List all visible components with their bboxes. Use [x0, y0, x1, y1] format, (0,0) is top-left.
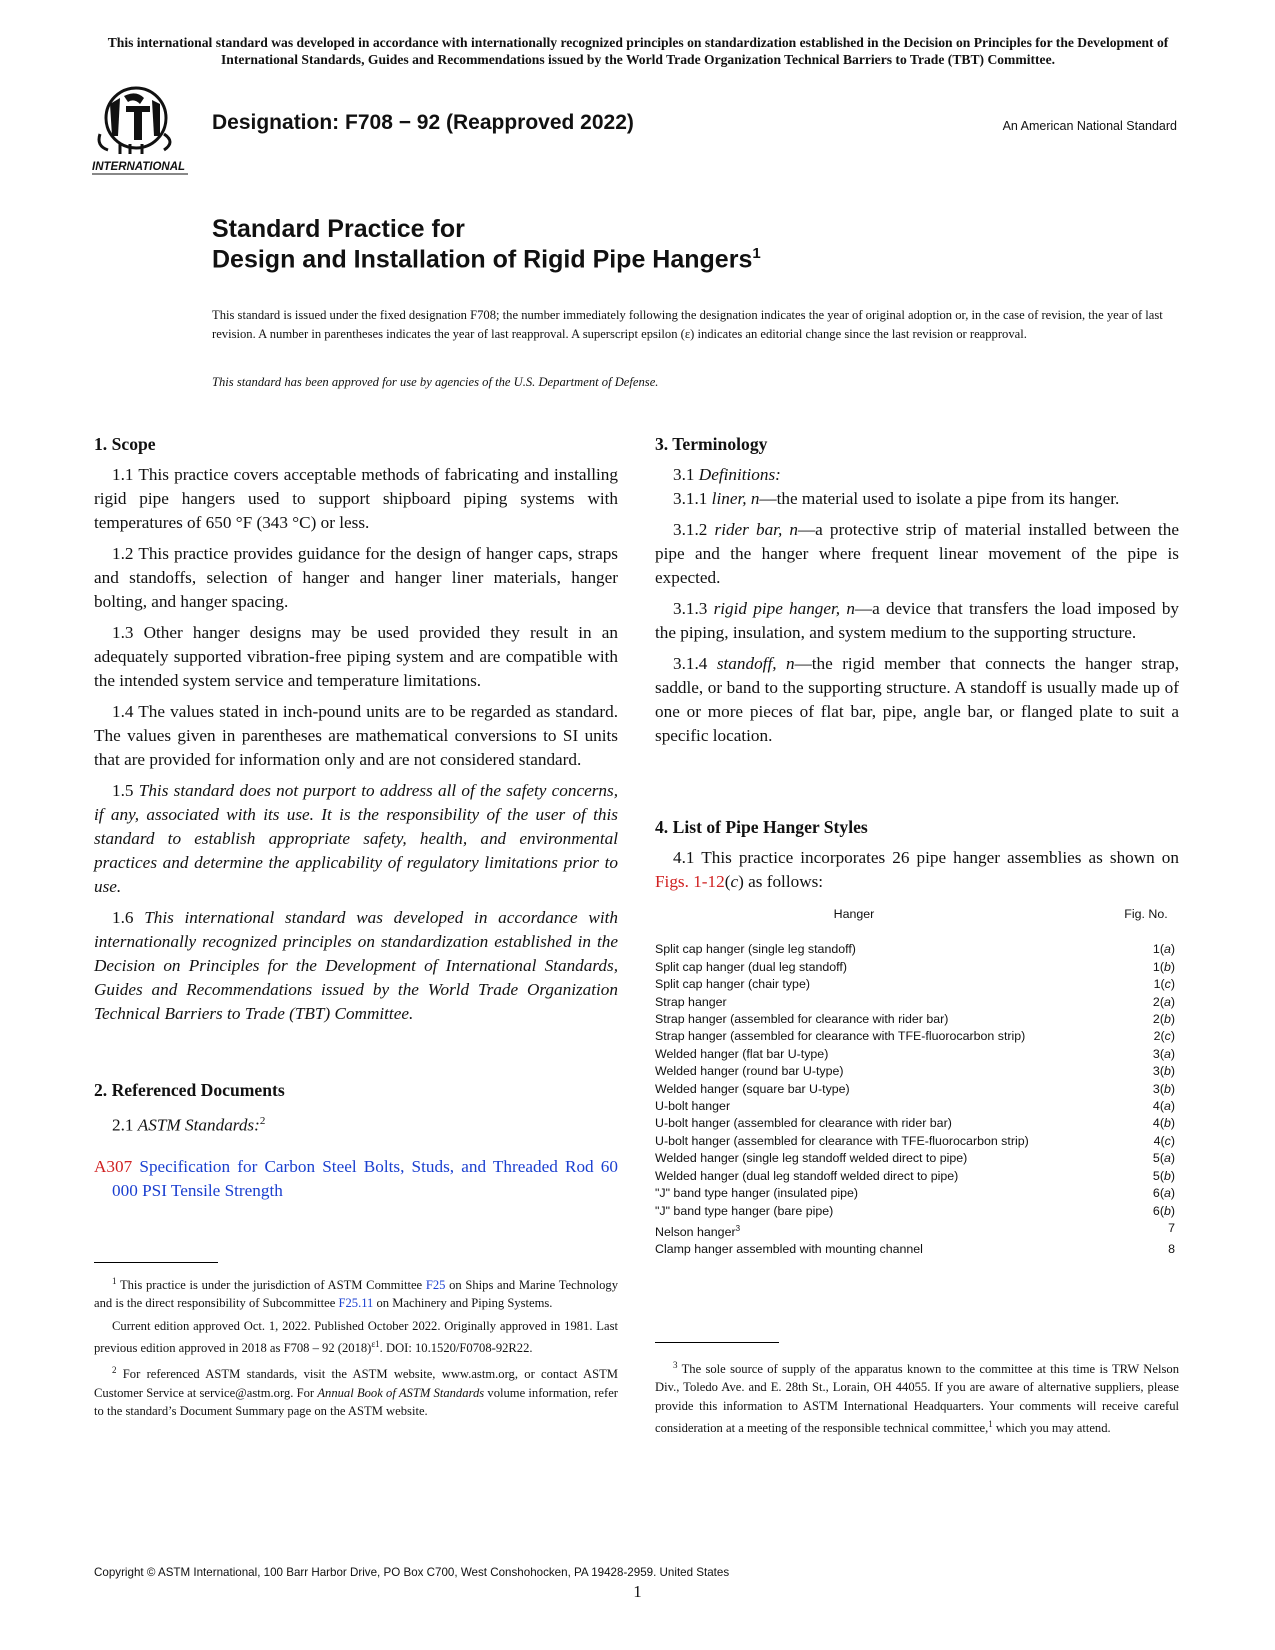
footnote-text: This practice is under the jurisdiction of ASTM Committee [116, 1278, 426, 1293]
fig-letter: a [1163, 1151, 1171, 1166]
hanger-cell [655, 1241, 1067, 1258]
fig-letter: b [1163, 959, 1171, 974]
hanger-cell [655, 1220, 1067, 1242]
hanger-name: Strap hanger [655, 994, 727, 1009]
table-row [655, 1028, 1179, 1045]
fig-number: ) [1170, 1186, 1175, 1201]
figs-link[interactable]: Figs. 1-12 [655, 872, 725, 891]
dod-note: This standard has been approved for use by agencies of the U.S. Department of Defense. [212, 375, 659, 389]
fig-cell [1109, 976, 1179, 993]
logo-wordmark: INTERNATIONAL [92, 161, 186, 173]
top-notice: This international standard was developed in accordance with internationally recognized principles on standardization established in the Decision on Principles for the Development of International Standards, Guides and Recommendations issued by the World Trade Organization Technical Barriers to Trade (TBT) Committee. [107, 35, 1169, 67]
hanger-cell [655, 1203, 1067, 1220]
footnote-text: on Ships and Marine Technology and is the direct responsibility of Subcommittee [94, 1278, 618, 1311]
fig-number: 1( [1152, 959, 1164, 974]
table-row [655, 1063, 1179, 1080]
table-row [655, 1081, 1179, 1098]
terminology-heading: 3. Terminology [655, 434, 768, 454]
hanger-table [655, 906, 1179, 1259]
fig-number: ) [1170, 1099, 1175, 1114]
fig-number: 3( [1152, 1046, 1164, 1061]
right-column [655, 432, 1179, 755]
table-row [655, 1168, 1179, 1185]
page-number: 1 [633, 1582, 642, 1601]
hanger-cell [655, 976, 1067, 993]
hanger-name: "J" band type hanger (insulated pipe) [655, 1186, 859, 1201]
table-row [655, 1220, 1179, 1242]
definition-num: 3.1.3 [673, 599, 708, 618]
footnote-divider [94, 1262, 218, 1263]
designation: Designation: F708 − 92 (Reapproved 2022) [212, 111, 634, 134]
hanger-cell [655, 941, 1067, 958]
fig-number: ) [1170, 977, 1175, 992]
american-national-standard: An American National Standard [1002, 119, 1177, 133]
footnote-text: The sole source of supply of the apparatus known to the committee at this time is TRW Nelson Div., Toledo Ave. and E. 28th St., Lorain, OH 44055. If you are aware of alternative suppliers, please provide this information to ASTM International Headquarters. Your comments will receive careful consideration at a meeting of the responsible technical committee, [655, 1362, 1179, 1435]
fig-letter: b [1163, 1081, 1171, 1096]
subcommittee-f25-11-link[interactable]: F25.11 [338, 1296, 374, 1311]
scope-heading: 1. Scope [94, 434, 156, 454]
title-text: Design and Installation of Rigid Pipe Hangers [212, 245, 753, 274]
table-row [655, 994, 1179, 1011]
fig-number: 3( [1152, 1081, 1164, 1096]
fig-number: ) [1170, 1046, 1175, 1061]
fig-cell [1109, 1203, 1179, 1220]
footnote-ref: 1 [988, 1418, 993, 1429]
para-1-2: 1.2 This practice provides guidance for the design of hanger caps, straps and standoffs, selection of hanger and hanger liner materials, hanger bolting, and hanger spacing. [94, 544, 618, 611]
para-2-1-sup: 2 [259, 1115, 266, 1127]
column-header-hanger: Hanger [833, 907, 875, 921]
fig-cell [1109, 1098, 1179, 1115]
title-footnote-mark: 1 [752, 245, 761, 262]
table-row [655, 1098, 1179, 1115]
para-1-6-num: 1.6 [112, 908, 134, 927]
table-row [655, 1115, 1179, 1132]
footnote-edition [94, 1317, 618, 1358]
fig-number: 1( [1152, 942, 1164, 957]
para-1-5 [94, 779, 618, 899]
para-1-5-text: This standard does not purport to address all of the safety concerns, if any, associated with its use. It is the responsibility of the user of this standard to establish appropriate safety, health, and environmental practices and determine the applicability of regulatory limitations prior to use. [94, 781, 619, 896]
fig-cell [1109, 1081, 1179, 1098]
table-row [655, 1150, 1179, 1167]
para-1-5-num: 1.5 [112, 781, 134, 800]
fig-letter: a [1163, 1186, 1171, 1201]
left-footnotes [94, 1272, 618, 1424]
fig-letter: b [1163, 1203, 1171, 1218]
table-row [655, 959, 1179, 976]
footnote-text: which you may attend. [992, 1420, 1111, 1435]
fig-cell [1109, 1220, 1179, 1242]
fig-number: 2( [1152, 994, 1164, 1009]
fig-number: 8 [1168, 1242, 1175, 1257]
fig-letter: c [1164, 977, 1171, 992]
fig-cell [1109, 1133, 1179, 1150]
table-row [655, 941, 1179, 958]
hanger-name: U-bolt hanger [655, 1099, 731, 1114]
fig-letter: b [1163, 1012, 1171, 1027]
hanger-cell [655, 1063, 1067, 1080]
footnote-1 [94, 1272, 618, 1313]
fig-letter: a [1163, 942, 1171, 957]
definition-rigid-pipe-hanger [655, 597, 1179, 645]
fig-number: ) [1170, 1081, 1175, 1096]
hanger-name: Split cap hanger (single leg standoff) [655, 942, 856, 957]
fig-letter: c [1164, 1133, 1171, 1148]
fig-cell [1109, 1115, 1179, 1132]
para-2-1-num: 2.1 [112, 1115, 134, 1135]
title-line-1: Standard Practice for [212, 215, 465, 243]
fig-cell [1109, 1028, 1179, 1045]
para-4-1-paren: ( [724, 872, 731, 891]
fig-cell [1109, 1241, 1179, 1258]
hanger-cell [655, 1098, 1067, 1115]
hanger-name: Welded hanger (flat bar U-type) [655, 1046, 829, 1061]
fig-cell [1109, 1011, 1179, 1028]
reference-code-link[interactable]: A307 [94, 1156, 133, 1176]
table-row [655, 1011, 1179, 1028]
referenced-documents-section [94, 1078, 618, 1220]
fig-number: 7 [1168, 1220, 1175, 1235]
fig-number: 5( [1152, 1151, 1164, 1166]
fig-number: ) [1170, 942, 1175, 957]
fig-number: 4( [1153, 1133, 1165, 1148]
table-row [655, 1185, 1179, 1202]
hanger-name: U-bolt hanger (assembled for clearance with rider bar) [655, 1116, 952, 1131]
para-4-1-text: 4.1 This practice incorporates 26 pipe hanger assemblies as shown on [673, 848, 1179, 867]
para-3-1-num: 3.1 [673, 465, 695, 484]
fig-cell [1109, 941, 1179, 958]
definition-text: —a protective strip of material installed between the pipe and the hanger where frequent linear movement of the pipe is expected. [655, 520, 1179, 587]
para-2-1-label: ASTM Standards: [137, 1115, 260, 1135]
fig-number: ) [1170, 1064, 1175, 1079]
hanger-cell [655, 1028, 1067, 1045]
para-2-1 [94, 1109, 618, 1138]
hanger-name: Clamp hanger assembled with mounting channel [655, 1242, 923, 1257]
hanger-cell [655, 959, 1067, 976]
hanger-name: U-bolt hanger (assembled for clearance with TFE-fluorocarbon strip) [655, 1133, 1029, 1148]
title-line-2 [212, 245, 761, 274]
footnote-italic: Annual Book of ASTM Standards [317, 1385, 485, 1400]
para-3-1-label: Definitions: [698, 465, 781, 484]
definition-text: —a device that transfers the load imposed by the piping, insulation, and system medium to the supporting structure. [655, 599, 1180, 642]
fig-number: ) [1170, 1133, 1175, 1148]
definition-term: rider bar, n [714, 520, 798, 539]
fig-number: ) [1170, 1168, 1175, 1183]
footnote-text: volume information, refer to the standard’s Document Summary page on the ASTM website. [94, 1385, 618, 1418]
para-4-1-tail: ) as follows: [738, 872, 824, 891]
hanger-name: "J" band type hanger (bare pipe) [655, 1203, 834, 1218]
fig-cell [1109, 1150, 1179, 1167]
astm-logo [90, 84, 202, 180]
table-row [655, 1241, 1179, 1258]
para-1-6 [94, 906, 618, 1026]
table-row [655, 1046, 1179, 1063]
issued-note: This standard is issued under the fixed designation F708; the number immediately following the designation indicates the year of original adoption or, in the case of revision, the year of last revision. A number in parentheses indicates the year of last reapproval. A superscript epsilon (ε) indicates an editorial change since the last revision or reapproval. [212, 308, 1163, 341]
hanger-name: Welded hanger (round bar U-type) [655, 1064, 844, 1079]
footnote-mark: 3 [673, 1360, 678, 1370]
hanger-name: Strap hanger (assembled for clearance with rider bar) [655, 1012, 949, 1027]
copyright: Copyright © ASTM International, 100 Barr Harbor Drive, PO Box C700, West Conshohocken, PA 19428-2959. United States [94, 1566, 730, 1579]
para-1-3: 1.3 Other hanger designs may be used provided they result in an adequately supported vibration-free piping system and are compatible with the intended system service and temperature limitations. [94, 623, 618, 690]
hanger-name: Welded hanger (single leg standoff welded direct to pipe) [655, 1151, 968, 1166]
hanger-name: Welded hanger (square bar U-type) [655, 1081, 850, 1096]
hanger-cell [655, 1168, 1067, 1185]
left-column [94, 432, 618, 1033]
definition-num: 3.1.4 [673, 654, 708, 673]
fig-number: 4( [1152, 1099, 1164, 1114]
fig-cell [1109, 1046, 1179, 1063]
fig-letter: b [1163, 1064, 1171, 1079]
hanger-styles-section [655, 815, 1179, 901]
fig-letter: a [1163, 1046, 1171, 1061]
footnote-mark: 2 [112, 1365, 117, 1376]
footnote-text: . DOI: 10.1520/F0708-92R22. [379, 1340, 533, 1355]
hanger-name: Strap hanger (assembled for clearance with TFE-fluorocarbon strip) [655, 1029, 1026, 1044]
hanger-cell [655, 994, 1067, 1011]
fig-cell [1109, 1185, 1179, 1202]
hanger-name: Nelson hanger [655, 1225, 736, 1240]
fig-number: 4( [1152, 1116, 1164, 1131]
fig-number: ) [1170, 994, 1175, 1009]
hanger-cell [655, 1185, 1067, 1202]
hanger-styles-heading: 4. List of Pipe Hanger Styles [655, 817, 868, 837]
fig-number: ) [1170, 1151, 1175, 1166]
column-header-fig-no: Fig. No. [1124, 907, 1168, 921]
footnote-3 [655, 1356, 1179, 1437]
definition-term: rigid pipe hanger, n [713, 599, 855, 618]
reference-a307[interactable] [94, 1155, 618, 1203]
table-row [655, 976, 1179, 993]
hanger-cell [655, 1011, 1067, 1028]
definition-term: standoff, n [716, 654, 795, 673]
para-4-1-letter: c [730, 872, 739, 891]
fig-cell [1109, 959, 1179, 976]
fig-number: ) [1170, 1116, 1175, 1131]
definition-text: —the material used to isolate a pipe from its hanger. [759, 489, 1120, 508]
definition-text: —the rigid member that connects the hanger strap, saddle, or band to the supporting structure. A standoff is usually made up of one or more pieces of flat bar, pipe, angle bar, or flanged plate to suit a specific location. [655, 654, 1180, 745]
fig-number: 2( [1152, 1012, 1164, 1027]
fig-letter: b [1163, 1116, 1171, 1131]
fig-number: 5( [1152, 1168, 1164, 1183]
para-1-1: 1.1 This practice covers acceptable methods of fabricating and installing rigid pipe hangers used to support shipboard piping systems with temperatures of 650 °F (343 °C) or less. [94, 465, 618, 532]
table-row [655, 1133, 1179, 1150]
footnote-text: on Machinery and Piping Systems. [373, 1296, 553, 1311]
hanger-footnote-ref: 3 [735, 1223, 741, 1233]
fig-number: ) [1170, 1012, 1175, 1027]
para-1-6-text: This international standard was developed in accordance with internationally recognized principles on standardization established in the Decision on Principles for the Development of International Standards, Guides and Recommendations issued by the World Trade Organization Technical Barriers to Trade (TBT) Committee. [94, 908, 618, 1023]
para-1-4: 1.4 The values stated in inch-pound units are to be regarded as standard. The values given in parentheses are mathematical conversions to SI units that are provided for information only and are not considered standard. [94, 702, 618, 769]
fig-number: 3( [1152, 1064, 1164, 1079]
fig-number: 6( [1152, 1203, 1164, 1218]
committee-f25-link[interactable]: F25 [425, 1278, 446, 1293]
right-footnotes [655, 1356, 1179, 1441]
reference-title-link[interactable]: Specification for Carbon Steel Bolts, Studs, and Threaded Rod 60 000 PSI Tensile Strength [112, 1156, 618, 1200]
fig-number: ) [1170, 959, 1175, 974]
fig-number: 6( [1152, 1186, 1164, 1201]
table-row [655, 1203, 1179, 1220]
fig-cell [1109, 1063, 1179, 1080]
footnote-2 [94, 1361, 618, 1420]
para-4-1 [655, 846, 1179, 894]
table-body [655, 941, 1179, 1258]
hanger-name: Split cap hanger (chair type) [655, 977, 810, 992]
definition-rider-bar [655, 518, 1179, 590]
definition-liner [655, 487, 1179, 511]
footnote-text: Current edition approved Oct. 1, 2022. Published October 2022. Originally approved in 1981. Last previous edition approved in 2018 as F708 – 92 (2018) [94, 1318, 618, 1355]
referenced-documents-heading: 2. Referenced Documents [94, 1080, 285, 1100]
fig-cell [1109, 994, 1179, 1011]
footnote-epsilon: ε1 [371, 1338, 380, 1349]
fig-letter: c [1164, 1029, 1171, 1044]
hanger-name: Split cap hanger (dual leg standoff) [655, 959, 847, 974]
definition-num: 3.1.1 [673, 489, 708, 508]
hanger-cell [655, 1133, 1067, 1150]
hanger-cell [655, 1115, 1067, 1132]
fig-letter: a [1163, 1099, 1171, 1114]
definition-term: liner, n [711, 489, 760, 508]
fig-number: 2( [1153, 1029, 1165, 1044]
fig-number: ) [1170, 1029, 1175, 1044]
fig-cell [1109, 1168, 1179, 1185]
hanger-cell [655, 1150, 1067, 1167]
hanger-cell [655, 1081, 1067, 1098]
footnote-text: For referenced ASTM standards, visit the ASTM website, www.astm.org, or contact ASTM Customer Service at service@astm.org. For [94, 1367, 618, 1400]
fig-letter: a [1163, 994, 1171, 1009]
table-header [655, 906, 1179, 923]
fig-number: ) [1170, 1203, 1175, 1218]
hanger-cell [655, 1046, 1067, 1063]
footnote-mark: 1 [112, 1276, 117, 1286]
para-3-1 [655, 463, 1179, 487]
definition-standoff [655, 652, 1179, 748]
fig-number: 1( [1153, 977, 1165, 992]
footnote-divider [655, 1342, 779, 1343]
definition-num: 3.1.2 [673, 520, 708, 539]
fig-letter: b [1163, 1168, 1171, 1183]
hanger-name: Welded hanger (dual leg standoff welded direct to pipe) [655, 1168, 959, 1183]
